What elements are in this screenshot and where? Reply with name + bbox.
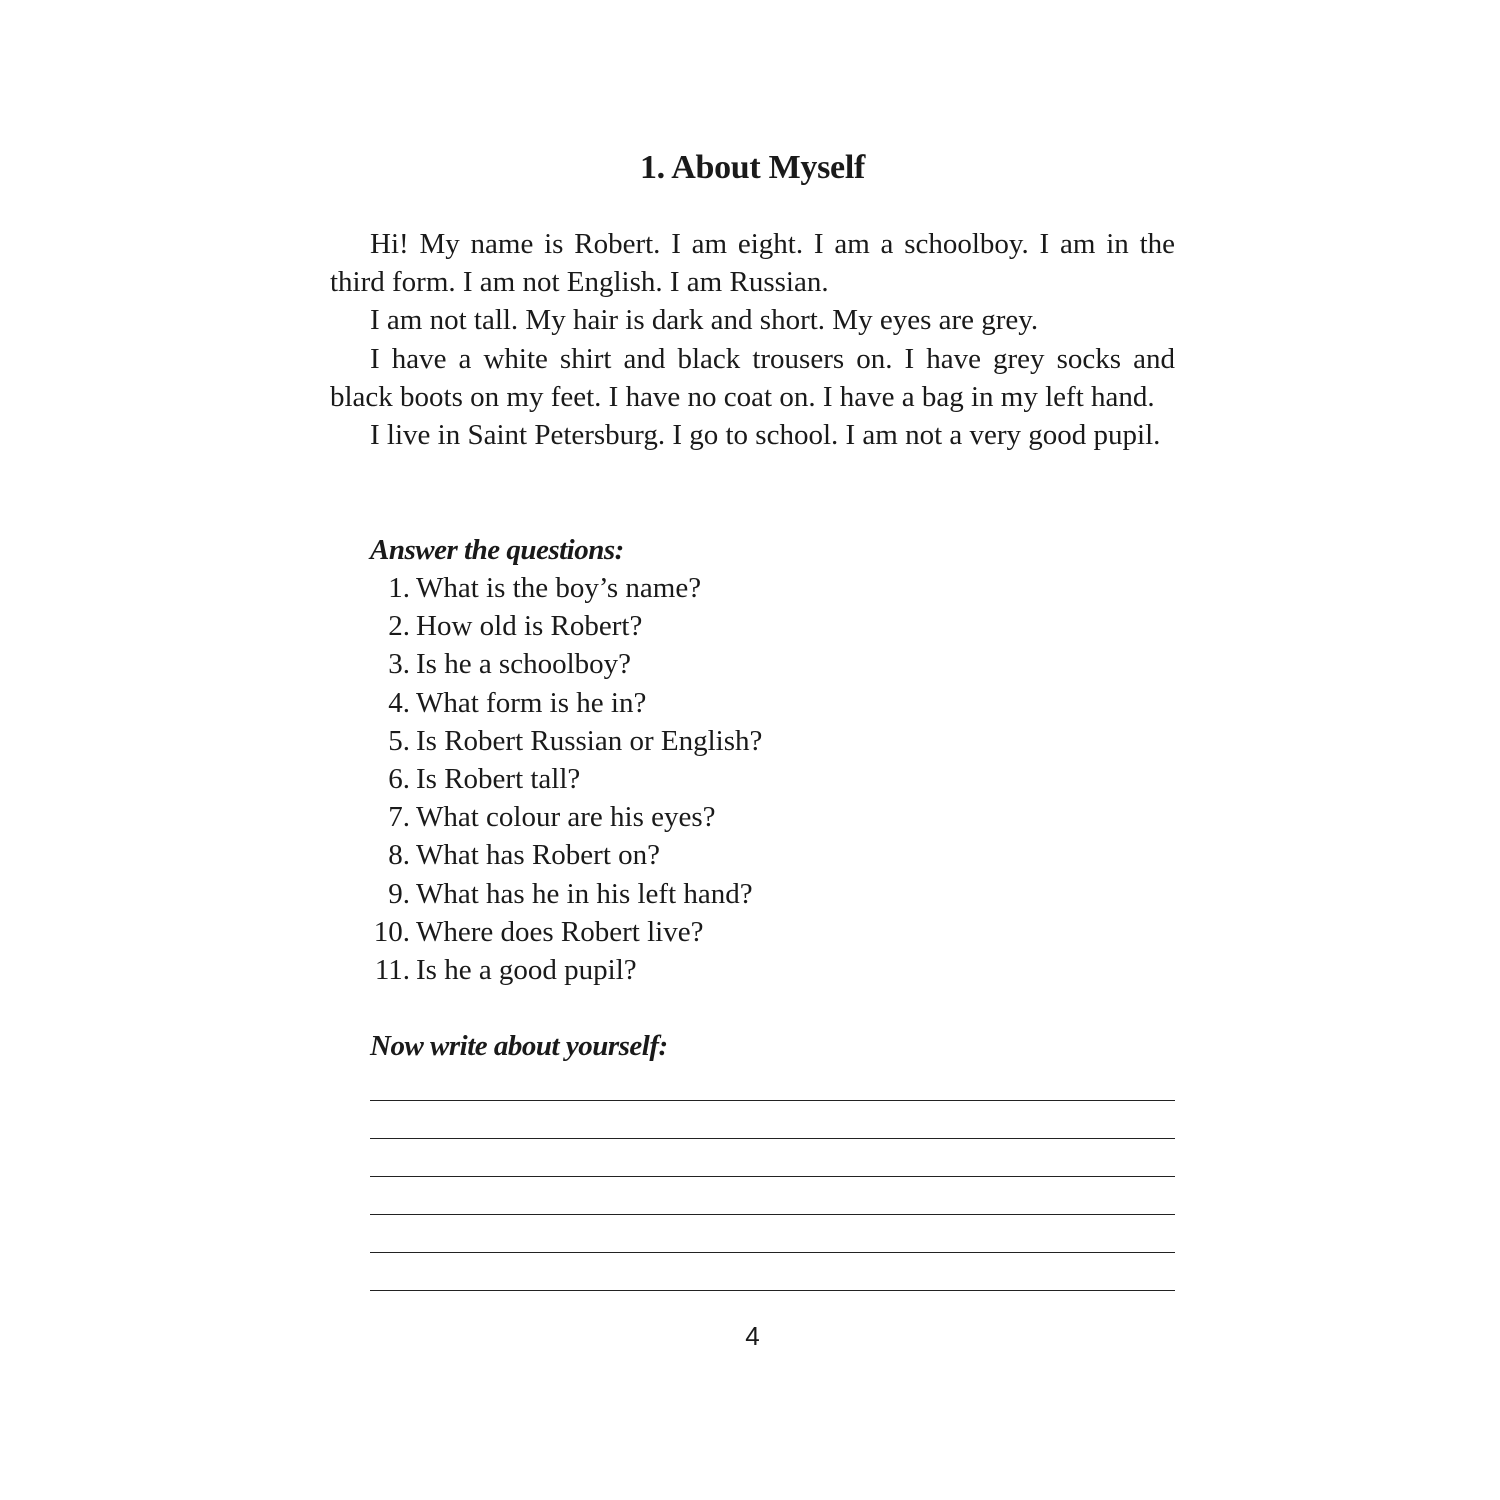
page-number: 4 [745,1321,760,1351]
question-item [370,569,1070,607]
question-item [370,951,1070,989]
writing-area[interactable] [370,1063,1175,1291]
paragraph: I am not tall. My hair is dark and short. My eyes are grey. [370,304,1039,337]
question-number: 9. [388,877,410,910]
question-number: 11. [374,954,410,987]
questions-list [370,569,1070,989]
paragraph: I live in Saint Petersburg. I go to school. I am not a very good pupil. [370,419,1161,452]
question-number: 4. [388,686,410,719]
question-text: What has Robert on? [416,839,661,872]
question-text: Is Robert Russian or English? [416,724,763,757]
workbook-page [330,0,1175,1500]
question-number: 2. [388,610,410,643]
question-number: 7. [388,801,410,834]
question-number: 5. [388,724,410,757]
question-text: How old is Robert? [416,610,643,643]
paragraph: Hi! My name is Robert. I am eight. I am a schoolboy. I am in the third form. I am not English. I am Russian. [330,228,1175,299]
question-item [370,913,1070,951]
question-item [370,684,1070,722]
question-text: What is the boy’s name? [416,572,702,604]
question-text: Is Robert tall? [416,763,581,796]
writing-line[interactable] [370,1063,1175,1101]
question-item [370,875,1070,913]
question-item [370,798,1070,836]
writing-line[interactable] [370,1177,1175,1215]
question-number: 10. [373,915,410,948]
question-item [370,645,1070,683]
question-text: Where does Robert live? [416,915,704,948]
questions-heading: Answer the questions: [370,534,624,566]
question-item [370,722,1070,760]
question-item [370,836,1070,874]
writing-line[interactable] [370,1215,1175,1253]
paragraph: I have a white shirt and black trousers on. I have grey socks and black boots on my feet. I have no coat on. I have a bag in my left hand. [330,342,1175,413]
writing-line[interactable] [370,1101,1175,1139]
question-number: 6. [388,763,410,796]
question-item [370,760,1070,798]
reading-text [330,225,1175,454]
question-item [370,607,1070,645]
question-text: Is he a schoolboy? [416,648,632,681]
page-title: 1. About Myself [639,149,865,186]
question-number: 1. [388,572,410,604]
question-text: What form is he in? [416,686,647,719]
writing-line[interactable] [370,1253,1175,1291]
question-text: Is he a good pupil? [416,954,637,987]
question-number: 3. [388,648,410,681]
question-text: What has he in his left hand? [416,877,753,910]
writing-line[interactable] [370,1139,1175,1177]
write-heading: Now write about yourself: [370,1030,668,1062]
question-text: What colour are his eyes? [416,801,716,834]
question-number: 8. [388,839,410,872]
